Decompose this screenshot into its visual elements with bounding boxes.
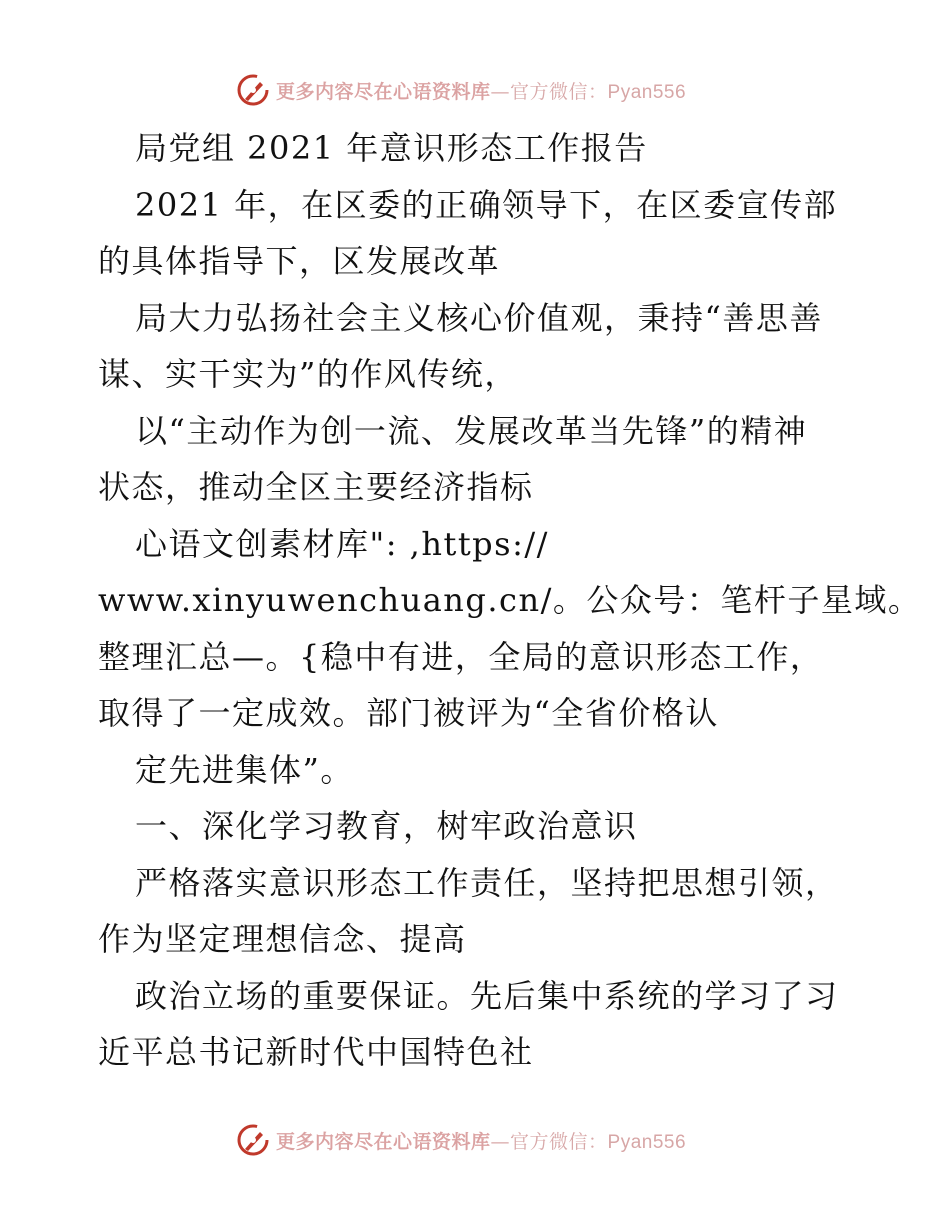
text-line: 定先进集体”。	[135, 750, 354, 789]
text-line: 政治立场的重要保证。先后集中系统的学习了习	[135, 976, 839, 1015]
text-line: 取得了一定成效。部门被评为“全省价格认	[98, 694, 719, 732]
pen-circle-icon	[236, 1123, 270, 1157]
text-line: 2021 年，在区委的正确领导下，在区委宣传部	[135, 185, 838, 224]
text-line: 局党组 2021 年意识形态工作报告	[135, 129, 648, 167]
text-line: 严格落实意识形态工作责任，坚持把思想引领，	[135, 863, 839, 902]
text-line: 的具体指导下，区发展改革	[98, 242, 501, 280]
watermark-footer	[236, 1122, 686, 1158]
watermark-text: 更多内容尽在心语资料库—官方微信：Pyan556	[276, 80, 687, 103]
watermark-header	[236, 72, 686, 108]
watermark-text: 更多内容尽在心语资料库—官方微信：Pyan556	[276, 1130, 687, 1153]
text-line: www.xinyuwenchuang.cn/。公众号：笔杆子星域。	[98, 581, 922, 619]
document-body	[98, 120, 922, 1081]
text-line: 状态，推动全区主要经济指标	[98, 468, 534, 506]
text-line: 以“主动作为创一流、发展改革当先锋”的精神	[135, 411, 808, 450]
text-line: 近平总书记新时代中国特色社	[98, 1033, 534, 1071]
text-line: 局大力弘扬社会主义核心价值观，秉持“善思善	[135, 298, 823, 337]
text-line: 一、深化学习教育，树牢政治意识	[135, 807, 638, 845]
text-line: 谋、实干实为”的作风传统，	[98, 355, 518, 393]
text-line: 整理汇总—。{稳中有进，全局的意识形态工作，	[98, 637, 824, 676]
text-line: 作为坚定理想信念、提高	[98, 920, 467, 958]
pen-circle-icon	[236, 73, 270, 107]
text-line: 心语文创素材库": ,https://	[135, 524, 549, 563]
